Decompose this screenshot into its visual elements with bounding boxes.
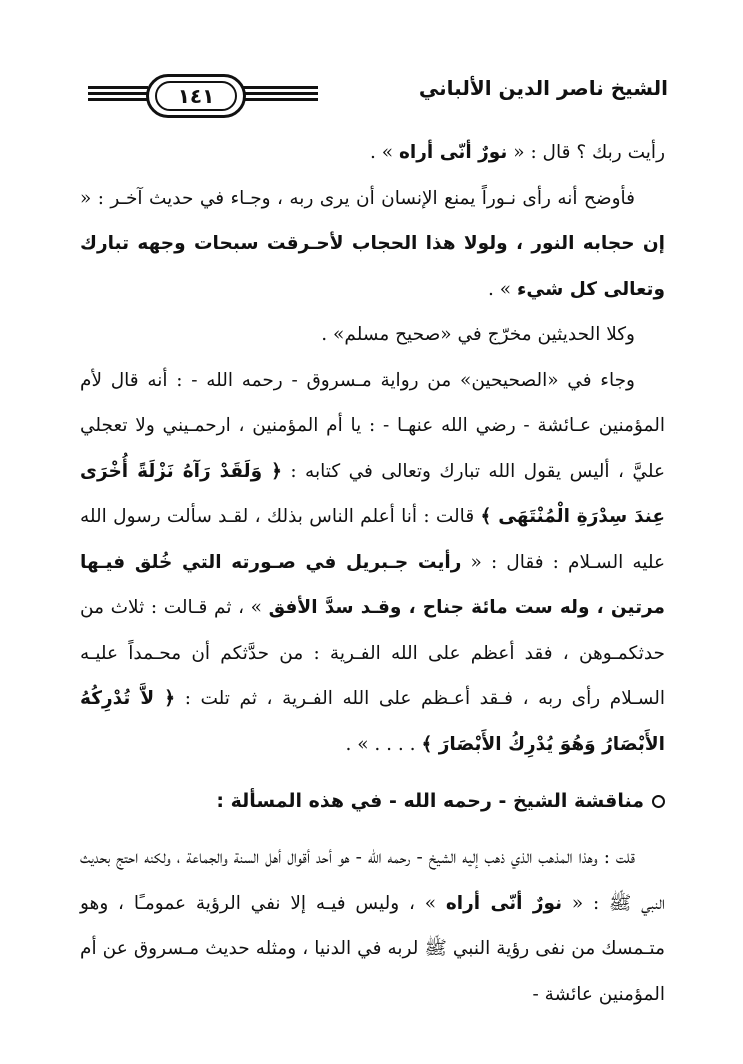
header-rule — [88, 92, 148, 95]
bullet-circle-icon — [652, 795, 665, 808]
text-run: قالت : أنا أعلم الناس بذلك ، لقـد سألت رسول الله عليه السـلام : فقال : « — [80, 506, 665, 573]
text-run: وجاء في «الصحيحين» من رواية مـسروق - رحمه الله - : أنه قال لأم المؤمنين عـائشة - رضي الله عنهـا - : يا أم المؤمنين ، ارحمـيني ولا تعجلي عليَّ ، أليس يقول الله تبارك وتعالى في كتابه : — [80, 369, 665, 482]
paragraph — [80, 176, 665, 313]
text-run: . . . . » . — [345, 733, 422, 755]
bold-quote: رأيت جـبريل في صـورته التي خُلق فيـها مرتين ، وله ست مائة جناح ، وقـد سدَّ الأفق — [80, 551, 665, 618]
text-run: » ، وليس فيـه إلا نفي الرؤية عمومـًا ، وهو متـمسك من نفى رؤية النبي ﷺ لربه في الدنيا ، ومثله حديث مـسروق عن أم المؤمنين عائشة - — [80, 892, 665, 1005]
paragraph — [80, 358, 665, 768]
header-rule — [238, 98, 318, 101]
paragraph — [80, 130, 665, 176]
header-rule — [238, 86, 318, 89]
text-run: رأيت ربك ؟ قال : « — [507, 142, 665, 163]
text-run: وكلا الحديثين مخرّج في «صحيح مسلم» . — [321, 324, 635, 345]
paragraph — [80, 312, 665, 358]
bold-quote: ﴿ لاَّ تُدْرِكُهُ الأَبْصَارُ وَهُوَ يُدْرِكُ الأَبْصَارَ ﴾ — [80, 688, 665, 755]
section-heading — [80, 777, 665, 825]
section-heading-suffix: : — [216, 790, 231, 812]
header-rule — [88, 98, 148, 101]
text-run: » . — [488, 278, 517, 300]
page-number-badge — [146, 74, 246, 118]
page-body — [80, 130, 665, 1017]
page-header — [88, 72, 668, 116]
header-rule — [238, 92, 318, 95]
bold-quote: نورٌ أنّى أراه — [445, 892, 563, 914]
bold-quote: إن حجابه النور ، ولولا هذا الحجاب لأحـرقت سبحات وجهه تبارك وتعالى كل شيء — [80, 233, 665, 300]
page-number: ١٤١ — [177, 84, 215, 108]
section-heading-text: مناقشة الشيخ - رحمه الله - في هذه المسألة — [230, 790, 644, 812]
bold-quote: ﴿ وَلَقَدْ رَآهُ نَزْلَةً أُخْرَى عِندَ سِدْرَةِ الْمُنْتَهَى ﴾ — [80, 460, 665, 527]
text-run: فأوضح أنه رأى نـوراً يمنع الإنسان أن يرى ربه ، وجـاء في حديث آخـر : « — [80, 187, 635, 209]
text-run: قلت : وهذا المذهب الذي ذهب إليه الشيخ - رحمه الله - هو أحد أقوال أهل السنة والجماعة ، ولكنه احتج بحديث النبي ﷺ : « — [80, 847, 665, 914]
text-run: » . — [370, 142, 400, 163]
closing-paragraph — [80, 835, 665, 1017]
header-rule — [88, 86, 148, 89]
running-title: الشيخ ناصر الدين الألباني — [418, 76, 668, 100]
text-run: » ، ثم قـالت : ثلاث من حدثكمـوهن ، فقد أعظم على الله الفـرية : من حدَّثكم أن محـمداً عليـه السـلام رأى ربه ، فـقد أعـظم على الله الفـرية ، ثم تلت : — [80, 597, 665, 709]
bold-quote: نورٌ أنّى أراه — [399, 142, 508, 163]
